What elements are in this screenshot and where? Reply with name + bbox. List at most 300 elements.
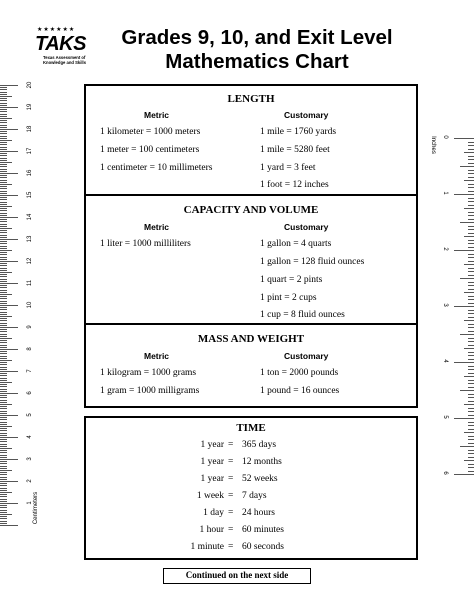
ruler-tick: [0, 230, 7, 231]
ruler-tick: [0, 521, 7, 522]
ruler-tick: [0, 120, 7, 121]
time-row-left: 1 week: [196, 491, 224, 501]
ruler-number: 16: [27, 169, 33, 177]
ruler-tick: [468, 471, 474, 472]
ruler-tick: [0, 468, 7, 469]
ruler-tick: [0, 474, 7, 475]
ruler-number: 7: [27, 369, 33, 373]
inch-ruler: [429, 130, 474, 550]
ruler-tick: [0, 140, 12, 141]
ruler-tick: [0, 208, 7, 209]
ruler-tick: [0, 98, 7, 99]
ruler-tick: [0, 263, 7, 264]
ruler-unit-label: Centimeters: [33, 491, 40, 525]
ruler-tick: [0, 219, 7, 220]
ruler-number: 12: [27, 257, 33, 265]
ruler-tick: [468, 453, 474, 454]
ruler-tick: [0, 107, 18, 108]
ruler-tick: [464, 264, 474, 265]
logo-text: TAKS: [35, 33, 86, 55]
ruler-tick: [464, 208, 474, 209]
ruler-tick: [468, 355, 474, 356]
ruler-number: 0: [442, 135, 448, 139]
ruler-tick: [0, 122, 7, 123]
ruler-tick: [0, 523, 7, 524]
time-row-right: 60 minutes: [242, 525, 284, 535]
ruler-tick: [0, 158, 7, 159]
ruler-tick: [0, 111, 7, 112]
ruler-tick: [0, 316, 12, 317]
ruler-tick: [454, 250, 474, 251]
ruler-tick: [0, 351, 7, 352]
ruler-tick: [468, 338, 474, 339]
ruler-number: 5: [442, 415, 448, 419]
ruler-tick: [0, 419, 7, 420]
ruler-tick: [0, 254, 7, 255]
ruler-tick: [0, 501, 7, 502]
ruler-tick: [0, 303, 7, 304]
ruler-tick: [0, 261, 18, 262]
mass-customary-row: 1 ton = 2000 pounds: [260, 368, 339, 378]
ruler-number: 11: [27, 279, 33, 287]
ruler-number: 3: [442, 303, 448, 307]
ruler-tick: [468, 352, 474, 353]
ruler-tick: [0, 191, 7, 192]
ruler-tick: [0, 461, 7, 462]
length-metric-head: Metric: [144, 110, 170, 120]
time-row-right: 24 hours: [242, 508, 275, 518]
length-metric-row: 1 kilometer = 1000 meters: [100, 127, 201, 137]
ruler-tick: [468, 411, 474, 412]
ruler-tick: [0, 155, 7, 156]
ruler-tick: [468, 303, 474, 304]
ruler-number: 6: [442, 471, 448, 475]
ruler-tick: [0, 298, 7, 299]
length-metric-row: 1 meter = 100 centimeters: [100, 145, 200, 155]
ruler-tick: [468, 380, 474, 381]
ruler-tick: [0, 428, 7, 429]
ruler-tick: [0, 402, 7, 403]
ruler-tick: [468, 243, 474, 244]
ruler-tick: [0, 114, 7, 115]
ruler-tick: [460, 278, 474, 279]
ruler-tick: [468, 464, 474, 465]
time-row-left: 1 hour: [199, 525, 224, 535]
ruler-tick: [454, 194, 474, 195]
ruler-tick: [0, 272, 12, 273]
ruler-tick: [468, 191, 474, 192]
ruler-tick: [0, 382, 12, 383]
ruler-tick: [0, 494, 7, 495]
length-customary-row: 1 mile = 5280 feet: [260, 145, 330, 155]
ruler-tick: [468, 313, 474, 314]
ruler-tick: [0, 215, 7, 216]
ruler-tick: [0, 173, 18, 174]
mass-customary-row: 1 pound = 16 ounces: [260, 386, 340, 396]
ruler-number: 1: [27, 501, 33, 505]
ruler-tick: [0, 386, 7, 387]
ruler-tick: [0, 375, 7, 376]
ruler-tick: [0, 175, 7, 176]
ruler-tick: [0, 237, 7, 238]
ruler-tick: [0, 367, 7, 368]
ruler-tick: [468, 345, 474, 346]
mass-section: [86, 325, 416, 406]
mass-customary-head: Customary: [284, 351, 329, 361]
ruler-number: 4: [27, 435, 33, 439]
ruler-tick: [0, 246, 7, 247]
ruler-tick: [460, 222, 474, 223]
ruler-tick: [0, 393, 18, 394]
ruler-tick: [468, 177, 474, 178]
ruler-tick: [0, 406, 7, 407]
mass-title: MASS AND WEIGHT: [197, 333, 305, 345]
taks-logo: [33, 27, 93, 72]
ruler-tick: [0, 197, 7, 198]
ruler-tick: [0, 415, 18, 416]
ruler-number: 3: [27, 457, 33, 461]
ruler-tick: [0, 408, 7, 409]
ruler-tick: [0, 221, 7, 222]
ruler-tick: [0, 314, 7, 315]
ruler-tick: [468, 219, 474, 220]
ruler-tick: [468, 397, 474, 398]
ruler-tick: [0, 276, 7, 277]
ruler-tick: [0, 257, 7, 258]
ruler-tick: [468, 415, 474, 416]
ruler-tick: [0, 433, 7, 434]
ruler-tick: [0, 395, 7, 396]
ruler-tick: [0, 290, 7, 291]
ruler-tick: [0, 417, 7, 418]
ruler-tick: [0, 164, 7, 165]
ruler-number: 20: [27, 81, 33, 89]
ruler-tick: [468, 229, 474, 230]
capacity-customary-row: 1 gallon = 128 fluid ounces: [260, 257, 365, 267]
ruler-tick: [0, 149, 7, 150]
ruler-number: 10: [27, 301, 33, 309]
ruler-tick: [0, 103, 7, 104]
ruler-tick: [0, 450, 7, 451]
ruler-tick: [0, 287, 7, 288]
ruler-tick: [0, 369, 7, 370]
ruler-tick: [0, 87, 7, 88]
mass-metric-row: 1 kilogram = 1000 grams: [100, 368, 197, 378]
ruler-tick: [0, 452, 7, 453]
ruler-tick: [454, 418, 474, 419]
ruler-tick: [0, 162, 12, 163]
ruler-tick: [0, 518, 7, 519]
ruler-tick: [468, 310, 474, 311]
capacity-metric-head: Metric: [144, 222, 170, 232]
ruler-tick: [0, 323, 7, 324]
ruler-tick: [0, 318, 7, 319]
ruler-number: 17: [27, 147, 33, 155]
ruler-tick: [0, 125, 7, 126]
ruler-tick: [468, 257, 474, 258]
ruler-tick: [468, 226, 474, 227]
time-row-right: 60 seconds: [242, 542, 284, 552]
ruler-tick: [0, 177, 7, 178]
ruler-tick: [0, 479, 7, 480]
ruler-tick: [0, 512, 7, 513]
ruler-tick: [0, 389, 7, 390]
ruler-tick: [0, 477, 7, 478]
ruler-tick: [0, 384, 7, 385]
ruler-tick: [0, 327, 18, 328]
ruler-tick: [468, 145, 474, 146]
ruler-tick: [0, 142, 7, 143]
ruler-tick: [0, 138, 7, 139]
ruler-tick: [0, 270, 7, 271]
ruler-tick: [0, 281, 7, 282]
ruler-number: 2: [442, 247, 448, 251]
length-customary-row: 1 yard = 3 feet: [260, 163, 316, 173]
ruler-tick: [468, 341, 474, 342]
ruler-tick: [0, 248, 7, 249]
ruler-tick: [0, 331, 7, 332]
ruler-tick: [468, 289, 474, 290]
ruler-tick: [0, 336, 7, 337]
ruler-tick: [464, 292, 474, 293]
ruler-tick: [0, 499, 7, 500]
ruler-tick: [0, 199, 7, 200]
length-customary-row: 1 mile = 1760 yards: [260, 127, 337, 137]
ruler-tick: [0, 116, 7, 117]
ruler-tick: [468, 142, 474, 143]
page-title: [92, 26, 422, 74]
ruler-tick: [468, 215, 474, 216]
ruler-tick: [0, 457, 7, 458]
ruler-tick: [0, 345, 7, 346]
ruler-tick: [0, 274, 7, 275]
ruler-tick: [0, 213, 7, 214]
ruler-tick: [0, 283, 18, 284]
capacity-customary-row: 1 pint = 2 cups: [260, 293, 317, 303]
ruler-tick: [0, 472, 7, 473]
ruler-tick: [0, 147, 7, 148]
ruler-tick: [468, 467, 474, 468]
ruler-tick: [0, 342, 7, 343]
ruler-tick: [0, 441, 7, 442]
ruler-tick: [0, 470, 12, 471]
ruler-number: 19: [27, 103, 33, 111]
page-title-line1: Grades 9, 10, and Exit Level: [121, 26, 393, 49]
ruler-tick: [468, 247, 474, 248]
ruler-tick: [468, 425, 474, 426]
ruler-tick: [0, 358, 7, 359]
capacity-customary-head: Customary: [284, 222, 329, 232]
capacity-customary-row: 1 gallon = 4 quarts: [260, 239, 332, 249]
ruler-tick: [0, 92, 7, 93]
ruler-tick: [0, 488, 7, 489]
ruler-number: 4: [442, 359, 448, 363]
ruler-tick: [0, 127, 7, 128]
ruler-tick: [0, 292, 7, 293]
ruler-tick: [468, 383, 474, 384]
ruler-number: 15: [27, 191, 33, 199]
ruler-tick: [0, 100, 7, 101]
ruler-tick: [0, 309, 7, 310]
ruler-tick: [0, 485, 7, 486]
ruler-tick: [0, 391, 7, 392]
ruler-tick: [0, 188, 7, 189]
ruler-tick: [0, 353, 7, 354]
ruler-tick: [0, 259, 7, 260]
time-row-right: 365 days: [242, 440, 277, 450]
ruler-tick: [0, 516, 7, 517]
ruler-tick: [0, 435, 7, 436]
ruler-tick: [468, 366, 474, 367]
ruler-unit-label: Inches: [429, 136, 436, 154]
ruler-tick: [0, 131, 7, 132]
time-table: TIME 1 year = 365 days 1 year = 12 months 1 year = 52 weeks 1 week = 7 days 1 day = 24 hours 1 hour = 60 minutes 1 minute = 60 seconds: [84, 416, 418, 560]
ruler-tick: [460, 446, 474, 447]
ruler-tick: [0, 180, 7, 181]
ruler-tick: [0, 378, 7, 379]
ruler-tick: [0, 109, 7, 110]
ruler-tick: [0, 481, 18, 482]
ruler-tick: [468, 149, 474, 150]
ruler-tick: [0, 250, 12, 251]
ruler-tick: [468, 233, 474, 234]
ruler-tick: [468, 422, 474, 423]
ruler-tick: [0, 166, 7, 167]
ruler-tick: [0, 94, 7, 95]
length-title: LENGTH: [227, 93, 275, 105]
ruler-tick: [468, 296, 474, 297]
ruler-tick: [468, 436, 474, 437]
ruler-tick: [468, 317, 474, 318]
ruler-tick: [0, 325, 7, 326]
ruler-tick: [468, 271, 474, 272]
ruler-tick: [460, 390, 474, 391]
ruler-number: 5: [27, 413, 33, 417]
ruler-tick: [468, 240, 474, 241]
ruler-tick: [0, 422, 7, 423]
ruler-tick: [0, 525, 18, 526]
ruler-tick: [454, 362, 474, 363]
ruler-tick: [468, 450, 474, 451]
length-customary-head: Customary: [284, 110, 329, 120]
ruler-tick: [468, 163, 474, 164]
ruler-tick: [460, 166, 474, 167]
ruler-tick: [0, 349, 18, 350]
time-title: TIME: [236, 422, 266, 434]
ruler-tick: [0, 285, 7, 286]
ruler-tick: [464, 320, 474, 321]
ruler-tick: [468, 201, 474, 202]
ruler-tick: [0, 439, 7, 440]
ruler-tick: [0, 444, 7, 445]
ruler-tick: [0, 338, 12, 339]
ruler-tick: [0, 364, 7, 365]
ruler-tick: [0, 232, 7, 233]
ruler-tick: [0, 404, 12, 405]
ruler-tick: [0, 85, 18, 86]
ruler-number: 6: [27, 391, 33, 395]
ruler-tick: [0, 171, 7, 172]
logo-subtitle: Texas Assessment of Knowledge and Skills: [43, 55, 87, 65]
ruler-tick: [468, 198, 474, 199]
page-title-line2: Mathematics Chart: [165, 50, 349, 73]
ruler-tick: [0, 89, 7, 90]
ruler-tick: [464, 180, 474, 181]
ruler-tick: [0, 202, 7, 203]
ruler-tick: [468, 268, 474, 269]
ruler-tick: [460, 334, 474, 335]
ruler-tick: [0, 235, 7, 236]
conversion-table: [84, 84, 418, 408]
ruler-tick: [0, 505, 7, 506]
length-metric-row: 1 centimeter = 10 millimeters: [100, 163, 213, 173]
ruler-tick: [0, 184, 12, 185]
time-row-right: 52 weeks: [242, 474, 278, 484]
ruler-tick: [0, 206, 12, 207]
ruler-tick: [0, 217, 18, 218]
ruler-tick: [468, 275, 474, 276]
ruler-number: 13: [27, 235, 33, 243]
ruler-tick: [0, 96, 12, 97]
length-section: [86, 86, 416, 196]
centimeter-ruler: [0, 81, 40, 530]
ruler-tick: [468, 429, 474, 430]
mass-metric-head: Metric: [144, 351, 170, 361]
ruler-tick: [454, 474, 474, 475]
ruler-tick: [468, 387, 474, 388]
ruler-tick: [0, 136, 7, 137]
ruler-tick: [0, 492, 12, 493]
ruler-tick: [468, 184, 474, 185]
ruler-tick: [454, 138, 474, 139]
ruler-tick: [464, 376, 474, 377]
length-customary-row: 1 foot = 12 inches: [260, 180, 329, 190]
ruler-tick: [0, 334, 7, 335]
ruler-tick: [0, 204, 7, 205]
ruler-tick: [468, 170, 474, 171]
ruler-tick: [0, 400, 7, 401]
ruler-tick: [0, 307, 7, 308]
ruler-tick: [0, 320, 7, 321]
ruler-tick: [0, 413, 7, 414]
ruler-tick: [0, 362, 7, 363]
ruler-number: 1: [442, 191, 448, 195]
ruler-number: 8: [27, 347, 33, 351]
ruler-tick: [0, 252, 7, 253]
ruler-tick: [0, 397, 7, 398]
ruler-tick: [468, 254, 474, 255]
time-row-left: 1 minute: [190, 542, 224, 552]
ruler-tick: [0, 356, 7, 357]
capacity-customary-row: 1 cup = 8 fluid ounces: [260, 310, 345, 320]
ruler-tick: [464, 460, 474, 461]
ruler-tick: [0, 210, 7, 211]
ruler-tick: [0, 228, 12, 229]
ruler-tick: [0, 455, 7, 456]
time-row-right: 12 months: [242, 457, 282, 467]
ruler-tick: [0, 296, 7, 297]
ruler-tick: [0, 340, 7, 341]
ruler-tick: [468, 261, 474, 262]
ruler-tick: [0, 105, 7, 106]
ruler-tick: [468, 373, 474, 374]
ruler-tick: [0, 463, 7, 464]
ruler-tick: [0, 265, 7, 266]
ruler-tick: [0, 507, 7, 508]
ruler-tick: [0, 151, 18, 152]
ruler-number: 9: [27, 325, 33, 329]
ruler-tick: [0, 329, 7, 330]
